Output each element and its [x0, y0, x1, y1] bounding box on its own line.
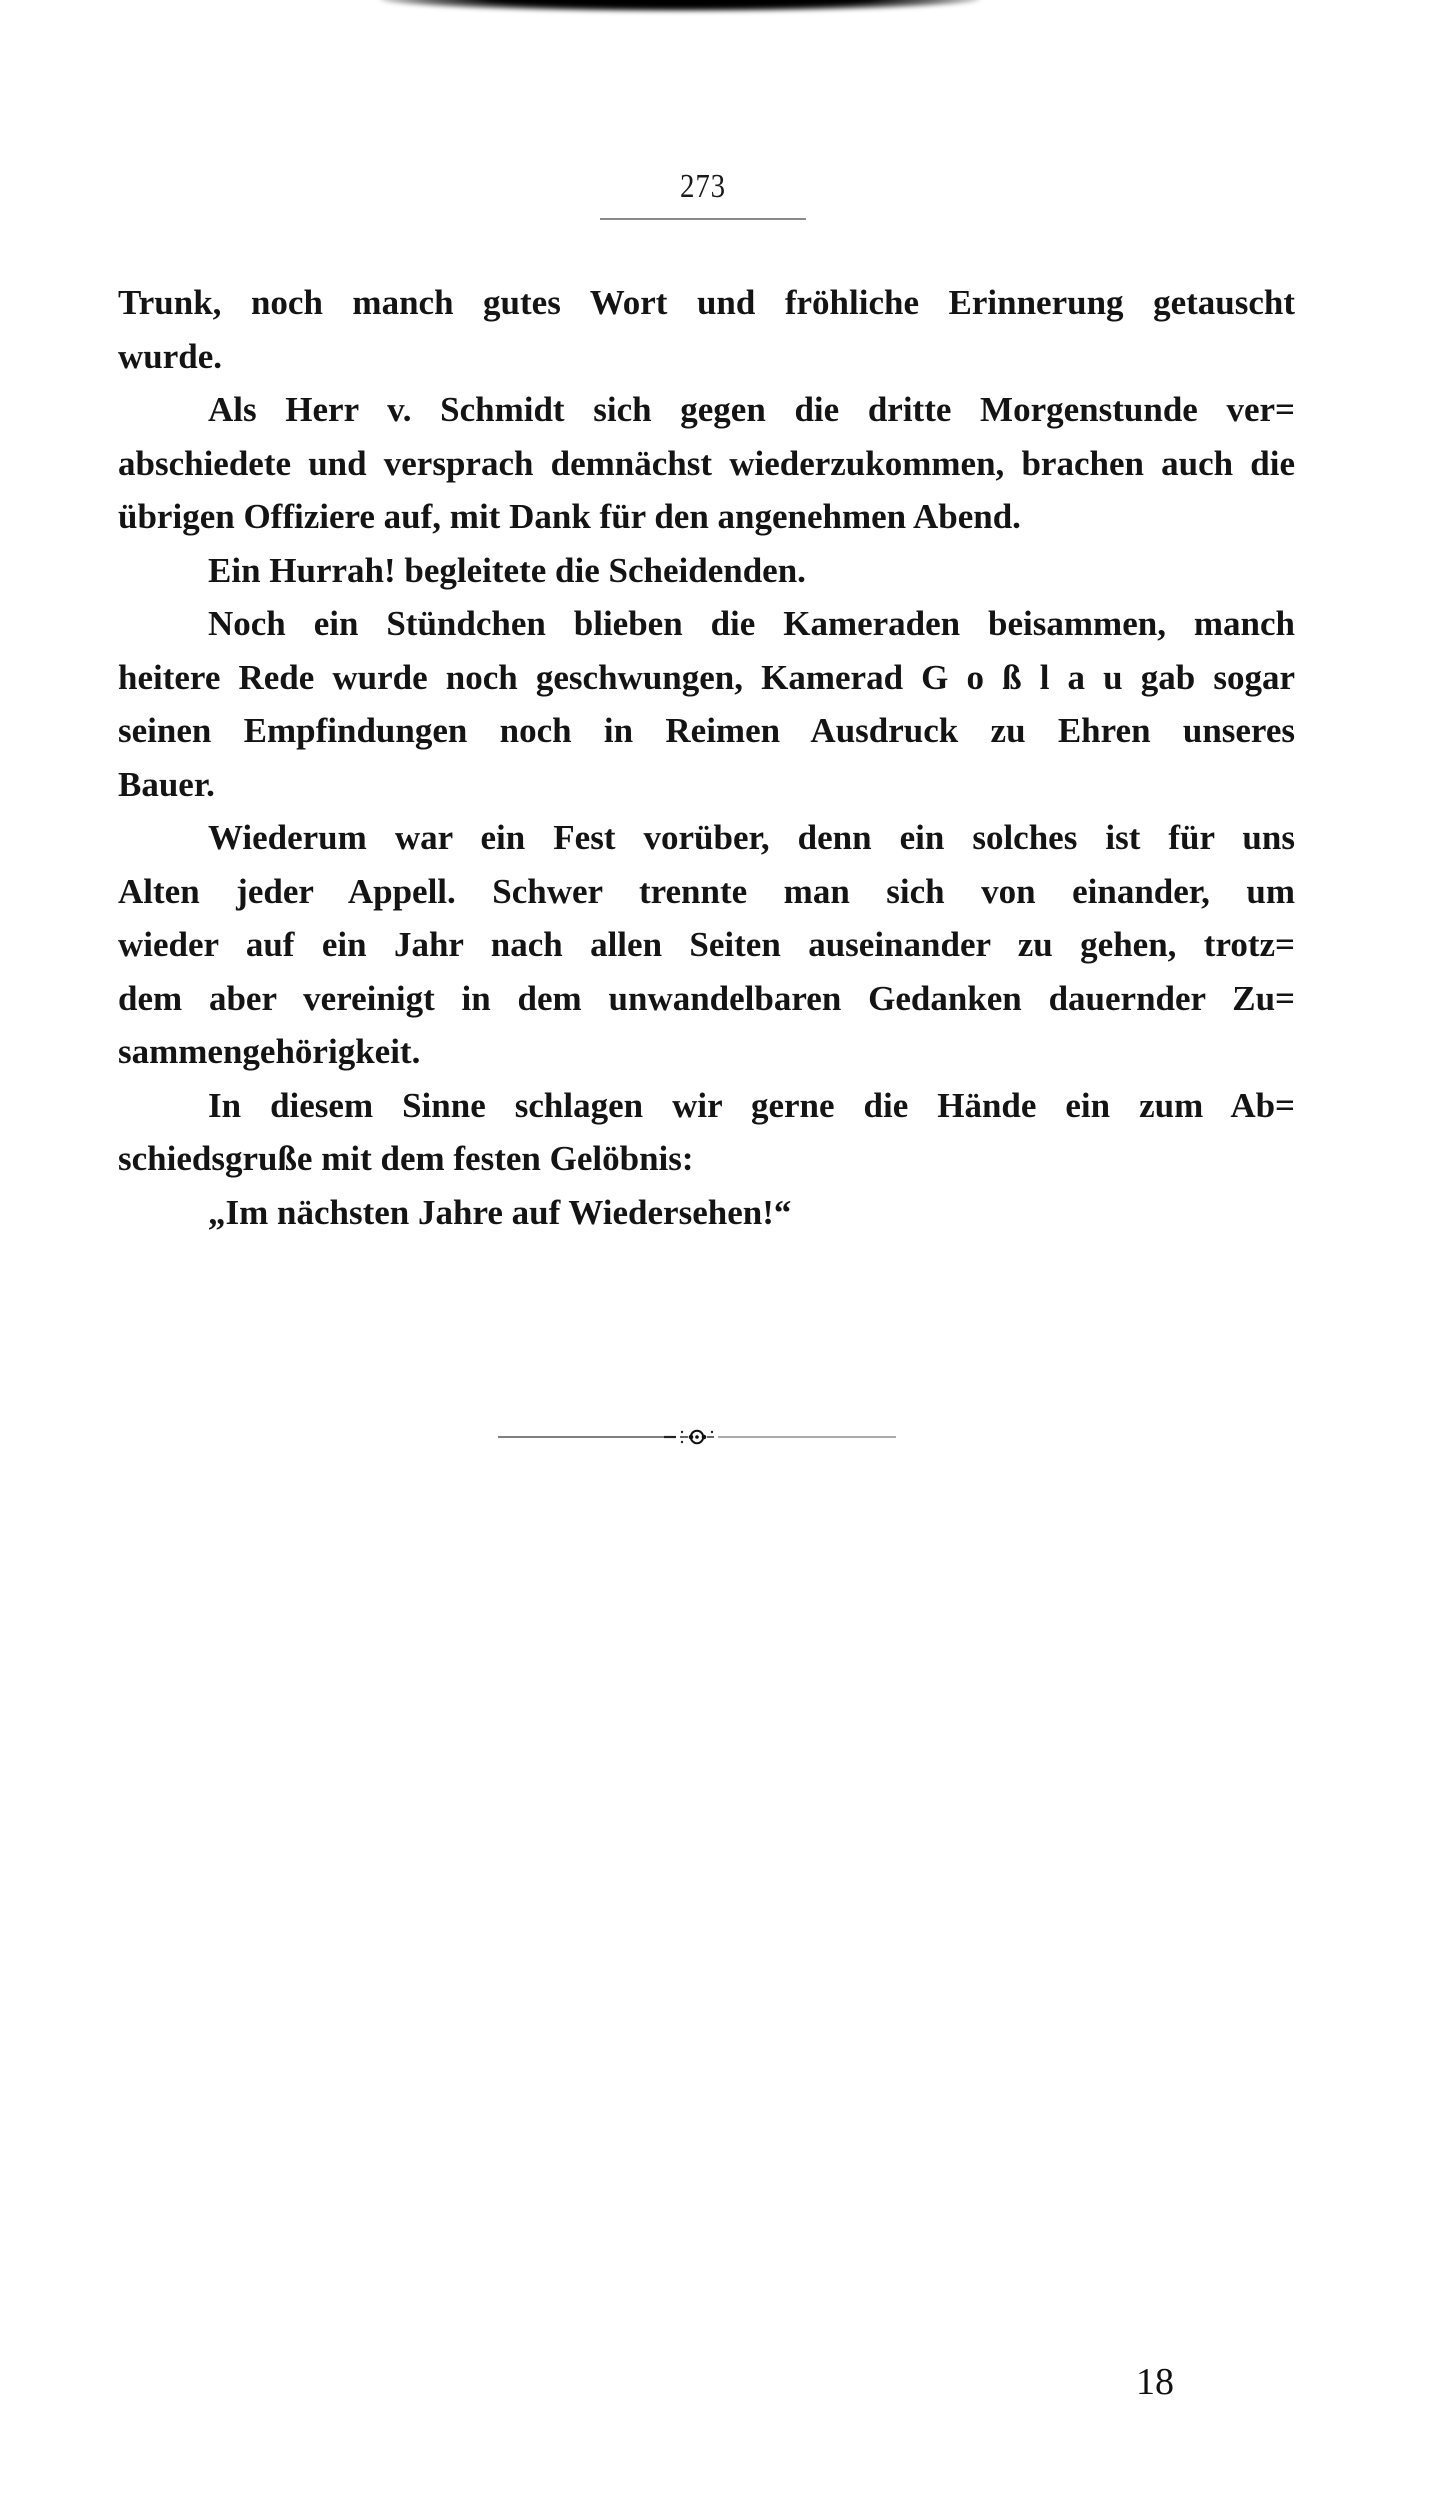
text-line: Bauer. — [118, 764, 215, 804]
text-line: Noch ein Stündchen blieben die Kameraden beisammen, manch — [208, 604, 1295, 643]
text-line: heitere Rede wurde noch geschwungen, Kamerad G o ß l a u gab sogar — [118, 657, 1295, 697]
text-line: sammengehörigkeit. — [118, 1032, 421, 1071]
text-line: In diesem Sinne schlagen wir gerne die Hände ein zum Ab= — [208, 1085, 1295, 1125]
text-line: Wiederum war ein Fest vorüber, denn ein solches ist für uns — [208, 818, 1295, 857]
text-line: wurde. — [118, 336, 223, 376]
scan-edge-shadow — [380, 0, 980, 12]
page-number: 273 — [680, 168, 726, 205]
text-line: Trunk, noch manch gutes Wort und fröhliche Erinnerung getauscht — [118, 283, 1295, 322]
text-line: schiedsgruße mit dem festen Gelöbnis: — [118, 1139, 694, 1178]
body-text — [118, 276, 1295, 1239]
signature-mark: 18 — [1136, 2361, 1174, 2403]
text-line: Alten jeder Appell. Schwer trennte man sich von einander, um — [118, 871, 1295, 911]
text-line: „Im nächsten Jahre auf Wiedersehen!“ — [208, 1192, 792, 1232]
text-line: seinen Empfindungen noch in Reimen Ausdruck zu Ehren unseres — [118, 711, 1295, 750]
section-end-ornament-icon — [496, 1424, 898, 1450]
header-rule — [600, 218, 806, 220]
text-line: abschiedete und versprach demnächst wiederzukommen, brachen auch die — [118, 443, 1295, 483]
text-line: dem aber vereinigt in dem unwandelbaren Gedanken dauernder Zu= — [118, 978, 1295, 1018]
text-line: Als Herr v. Schmidt sich gegen die dritte Morgenstunde ver= — [208, 390, 1295, 429]
text-line: wieder auf ein Jahr nach allen Seiten auseinander zu gehen, trotz= — [118, 925, 1295, 964]
text-line: Ein Hurrah! begleitete die Scheidenden. — [208, 550, 806, 590]
text-line: übrigen Offiziere auf, mit Dank für den angenehmen Abend. — [118, 497, 1021, 536]
